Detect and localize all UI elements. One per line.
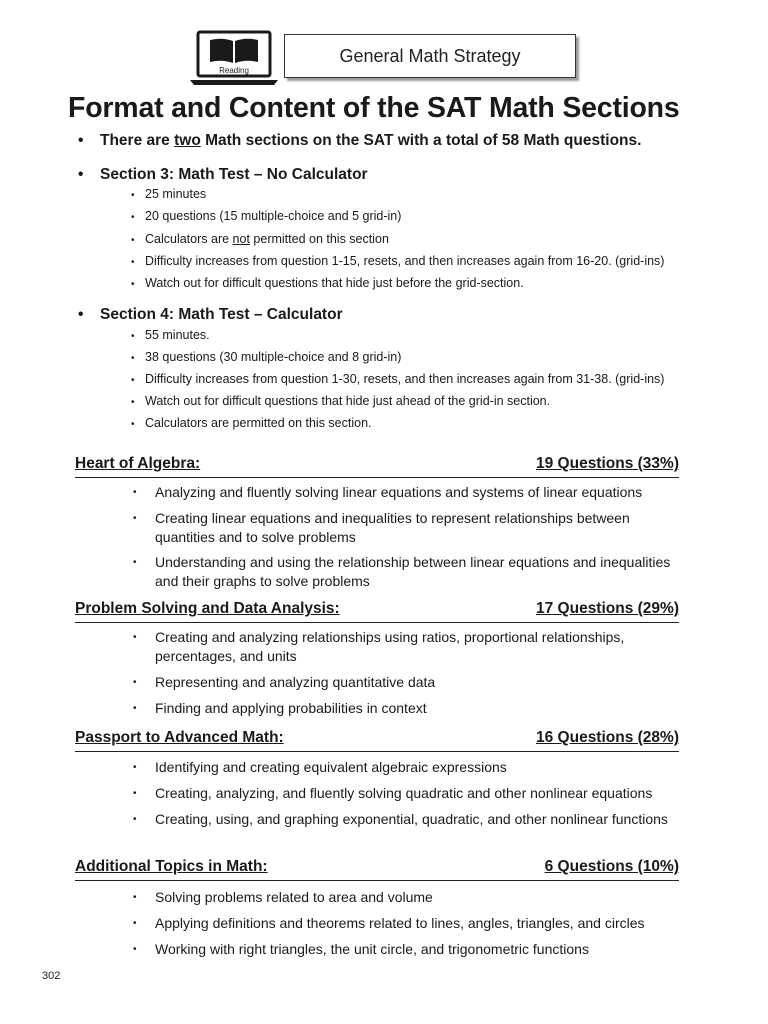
section4-item-text: 55 minutes.	[145, 328, 210, 342]
list-item-text: Finding and applying probabilities in context	[155, 700, 427, 716]
section4-item-text: 38 questions (30 multiple-choice and 8 grid-in)	[145, 350, 402, 364]
category-count: 6 Questions (10%)	[544, 858, 679, 875]
page-title: Format and Content of the SAT Math Sections	[68, 92, 680, 124]
section4-item	[131, 350, 401, 364]
calc-text-pre: Calculators are	[145, 232, 233, 246]
list-item	[133, 673, 693, 692]
bullet-glyph: •	[133, 513, 137, 524]
list-item-text: Creating linear equations and inequalities to represent relationships between quantities and to solve problems	[155, 510, 630, 545]
laptop-book-icon	[190, 30, 278, 86]
bullet-glyph: •	[131, 353, 135, 364]
section3-heading-text: Section 3: Math Test – No Calculator	[100, 166, 368, 183]
list-item	[133, 940, 693, 959]
section3-item-text: 20 questions (15 multiple-choice and 5 grid-in)	[145, 209, 402, 223]
bullet-glyph: •	[131, 235, 135, 246]
list-item-text: Applying definitions and theorems related to lines, angles, triangles, and circles	[155, 915, 645, 931]
section3-item	[131, 209, 401, 223]
list-item	[133, 784, 693, 803]
list-item-text: Working with right triangles, the unit circle, and trigonometric functions	[155, 941, 589, 957]
section3-item-text: 25 minutes	[145, 187, 207, 201]
bullet-glyph: •	[131, 190, 135, 201]
list-item	[133, 758, 693, 777]
list-item-text: Solving problems related to area and volume	[155, 889, 433, 905]
list-item	[133, 628, 693, 666]
list-item-text: Creating and analyzing relationships using ratios, proportional relationships, percentages, and units	[155, 629, 625, 664]
bullet-glyph: •	[133, 892, 137, 903]
section4-item-text: Watch out for difficult questions that hide just ahead of the grid-in section.	[145, 394, 551, 408]
section3-heading	[78, 166, 368, 184]
section4-item	[131, 372, 664, 386]
icon-label: Reading	[219, 66, 249, 75]
section3-item	[131, 254, 664, 268]
bullet-glyph: •	[133, 632, 137, 643]
bullet-glyph: •	[131, 212, 135, 223]
section4-item	[131, 394, 550, 408]
bullet-glyph: •	[131, 397, 135, 408]
bullet-glyph: •	[78, 132, 84, 149]
bullet-glyph: •	[133, 677, 137, 688]
page-number: 302	[42, 970, 61, 982]
bullet-glyph: •	[133, 788, 137, 799]
category-problem-solving	[75, 600, 679, 623]
bullet-glyph: •	[131, 279, 135, 290]
category-name: Problem Solving and Data Analysis:	[75, 600, 340, 617]
list-item	[133, 483, 693, 502]
list-item	[133, 888, 693, 907]
intro-text-emph: two	[174, 132, 201, 149]
section4-item-text: Calculators are permitted on this section.	[145, 416, 372, 430]
bullet-glyph: •	[131, 419, 135, 430]
category-count: 17 Questions (29%)	[536, 600, 679, 617]
section3-item	[131, 187, 206, 201]
category-name: Heart of Algebra:	[75, 455, 201, 472]
strategy-title: General Math Strategy	[339, 45, 521, 66]
intro-text-post: Math sections on the SAT with a total of 58 Math questions.	[200, 132, 642, 149]
bullet-glyph: •	[133, 944, 137, 955]
list-item-text: Understanding and using the relationship between linear equations and inequalities and their graphs to solve problems	[155, 554, 671, 589]
list-item-text: Creating, using, and graphing exponential, quadratic, and other nonlinear functions	[155, 811, 668, 827]
list-item	[133, 810, 693, 829]
bullet-glyph: •	[133, 918, 137, 929]
list-item	[133, 699, 693, 718]
section3-item	[131, 276, 524, 290]
list-item-text: Analyzing and fluently solving linear equations and systems of linear equations	[155, 484, 643, 500]
category-count: 16 Questions (28%)	[536, 729, 679, 746]
page-header	[0, 0, 768, 96]
intro-bullet	[78, 132, 641, 150]
calc-text-emph: not	[232, 232, 250, 246]
bullet-glyph: •	[133, 557, 137, 568]
strategy-title-box	[284, 34, 576, 78]
bullet-glyph: •	[78, 166, 84, 183]
list-item	[133, 509, 693, 547]
bullet-glyph: •	[78, 306, 84, 323]
list-item	[133, 914, 693, 933]
category-name: Passport to Advanced Math:	[75, 729, 284, 746]
bullet-glyph: •	[133, 487, 137, 498]
bullet-glyph: •	[131, 257, 135, 268]
section4-heading-text: Section 4: Math Test – Calculator	[100, 306, 343, 323]
section4-item	[131, 328, 210, 342]
list-item	[133, 553, 693, 591]
category-heart-of-algebra	[75, 455, 679, 478]
bullet-glyph: •	[131, 375, 135, 386]
bullet-glyph: •	[133, 762, 137, 773]
section3-item-text: Difficulty increases from question 1-15, resets, and then increases again from 16-20. (grid-ins)	[145, 254, 665, 268]
list-item-text: Representing and analyzing quantitative data	[155, 674, 436, 690]
category-count: 19 Questions (33%)	[536, 455, 679, 472]
section4-item-text: Difficulty increases from question 1-30, resets, and then increases again from 31-38. (grid-ins)	[145, 372, 665, 386]
section4-heading	[78, 306, 343, 324]
intro-text-pre: There are	[100, 132, 175, 149]
bullet-glyph: •	[131, 331, 135, 342]
list-item-text: Identifying and creating equivalent algebraic expressions	[155, 759, 507, 775]
category-passport-advanced-math	[75, 729, 679, 752]
bullet-glyph: •	[133, 814, 137, 825]
section3-item	[131, 232, 389, 246]
category-additional-topics	[75, 858, 679, 881]
section4-item	[131, 416, 372, 430]
section3-item-text: Watch out for difficult questions that hide just before the grid-section.	[145, 276, 524, 290]
category-name: Additional Topics in Math:	[75, 858, 268, 875]
list-item-text: Creating, analyzing, and fluently solving quadratic and other nonlinear equations	[155, 785, 653, 801]
calc-text-post: permitted on this section	[249, 232, 389, 246]
bullet-glyph: •	[133, 703, 137, 714]
